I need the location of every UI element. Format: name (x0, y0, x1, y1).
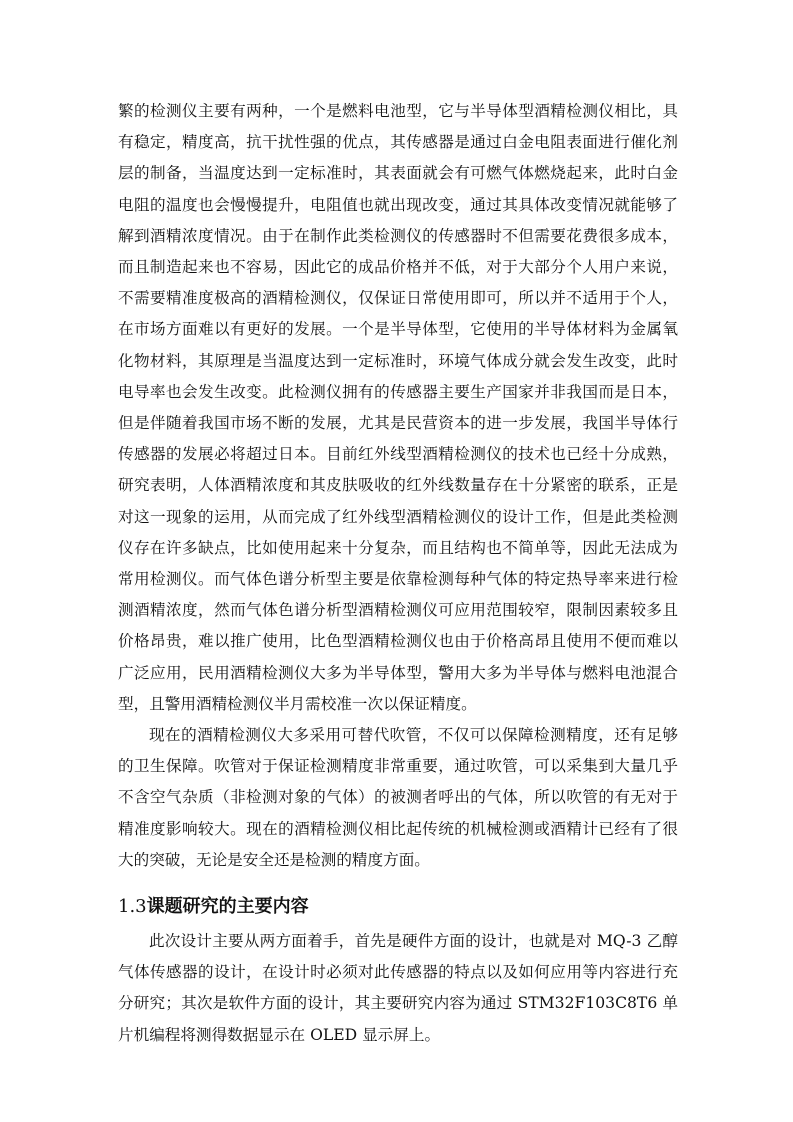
paragraph-blow-tube: 现在的酒精检测仪大多采用可替代吹管，不仅可以保障检测精度，还有足够的卫生保障。吹管对于保证检测精度非常重要，通过吹管，可以采集到大量几乎不含空气杂质（非检测对象的气体）的被测者呼出的气体，所以吹管的有无对于精准度影响较大。现在的酒精检测仪相比起传统的机械检测或酒精计已经有了很大的突破，无论是安全还是检测的精度方面。 (118, 726, 678, 869)
document-body (118, 96, 678, 1051)
section-title: 课题研究的主要内容 (146, 896, 309, 918)
section-number: 1.3 (118, 896, 147, 918)
section-heading (118, 892, 678, 922)
paragraph-research-content: 此次设计主要从两方面着手，首先是硬件方面的设计，也就是对 MQ-3 乙醇气体传感器的设计，在设计时必须对此传感器的特点以及如何应用等内容进行充分研究；其次是软件方面的设计，其主要研究内容为通过 STM32F103C8T6 单片机编程将测得数据显示在 OLED 显示屏上。 (118, 932, 678, 1044)
paragraph-detector-types: 繁的检测仪主要有两种，一个是燃料电池型，它与半导体型酒精检测仪相比，具有稳定，精度高，抗干扰性强的优点，其传感器是通过白金电阻表面进行催化剂层的制备，当温度达到一定标准时，其表面就会有可燃气体燃烧起来，此时白金电阻的温度也会慢慢提升，电阻值也就出现改变，通过其具体改变情况就能够了解到酒精浓度情况。由于在制作此类检测仪的传感器时不但需要花费很多成本，而且制造起来也不容易，因此它的成品价格并不低，对于大部分个人用户来说，不需要精准度极高的酒精检测仪，仅保证日常使用即可，所以并不适用于个人，在市场方面难以有更好的发展。一个是半导体型，它使用的半导体材料为金属氧化物材料，其原理是当温度达到一定标准时，环境气体成分就会发生改变，此时电导率也会发生改变。此检测仪拥有的传感器主要生产国家并非我国而是日本，但是伴随着我国市场不断的发展，尤其是民营资本的进一步发展，我国半导体行传感器的发展必将超过日本。目前红外线型酒精检测仪的技术也已经十分成熟，研究表明，人体酒精浓度和其皮肤吸收的红外线数量存在十分紧密的联系，正是对这一现象的运用，从而完成了红外线型酒精检测仪的设计工作，但是此类检测仪存在许多缺点，比如使用起来十分复杂，而且结构也不简单等，因此无法成为常用检测仪。而气体色谱分析型主要是依靠检测每种气体的特定热导率来进行检测酒精浓度，然而气体色谱分析型酒精检测仪可应用范围较窄，限制因素较多且价格昂贵，难以推广使用，比色型酒精检测仪也由于价格高昂且使用不便而难以广泛应用，民用酒精检测仪大多为半导体型，警用大多为半导体与燃料电池混合型，且警用酒精检测仪半月需校准一次以保证精度。 (118, 102, 678, 713)
